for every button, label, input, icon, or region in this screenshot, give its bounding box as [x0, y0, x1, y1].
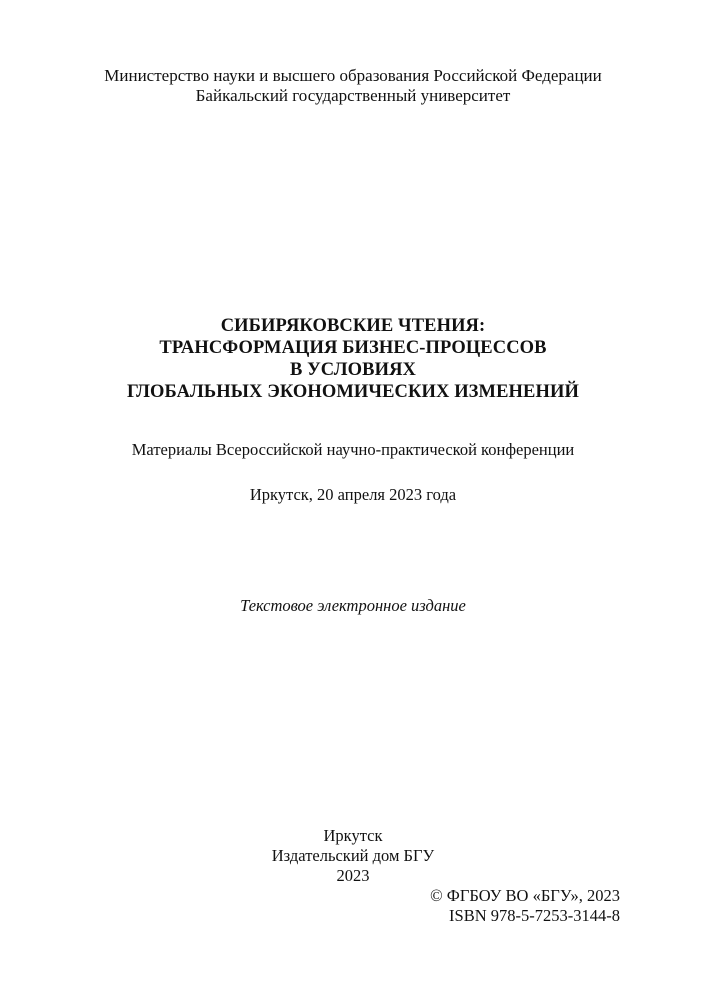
title-line-2: ТРАНСФОРМАЦИЯ БИЗНЕС-ПРОЦЕССОВ: [159, 338, 547, 358]
ministry-line: Министерство науки и высшего образования Российской Федерации: [104, 66, 602, 85]
title-line-4: ГЛОБАЛЬНЫХ ЭКОНОМИЧЕСКИХ ИЗМЕНЕНИЙ: [127, 382, 579, 402]
event-place-date: Иркутск, 20 апреля 2023 года: [249, 485, 457, 504]
title-line-3: В УСЛОВИЯХ: [289, 360, 417, 380]
imprint-city: Иркутск: [323, 826, 383, 845]
title-line-1: СИБИРЯКОВСКИЕ ЧТЕНИЯ:: [220, 316, 486, 336]
university-line: Байкальский государственный университет: [195, 86, 511, 105]
edition-type: Текстовое электронное издание: [240, 596, 466, 615]
imprint-year: 2023: [336, 866, 370, 885]
conference-subtitle: Материалы Всероссийской научно-практической конференции: [131, 440, 575, 459]
isbn: ISBN 978-5-7253-3144-8: [449, 906, 620, 925]
copyright-holder: © ФГБОУ ВО «БГУ», 2023: [430, 886, 620, 905]
imprint-publisher: Издательский дом БГУ: [271, 846, 435, 865]
